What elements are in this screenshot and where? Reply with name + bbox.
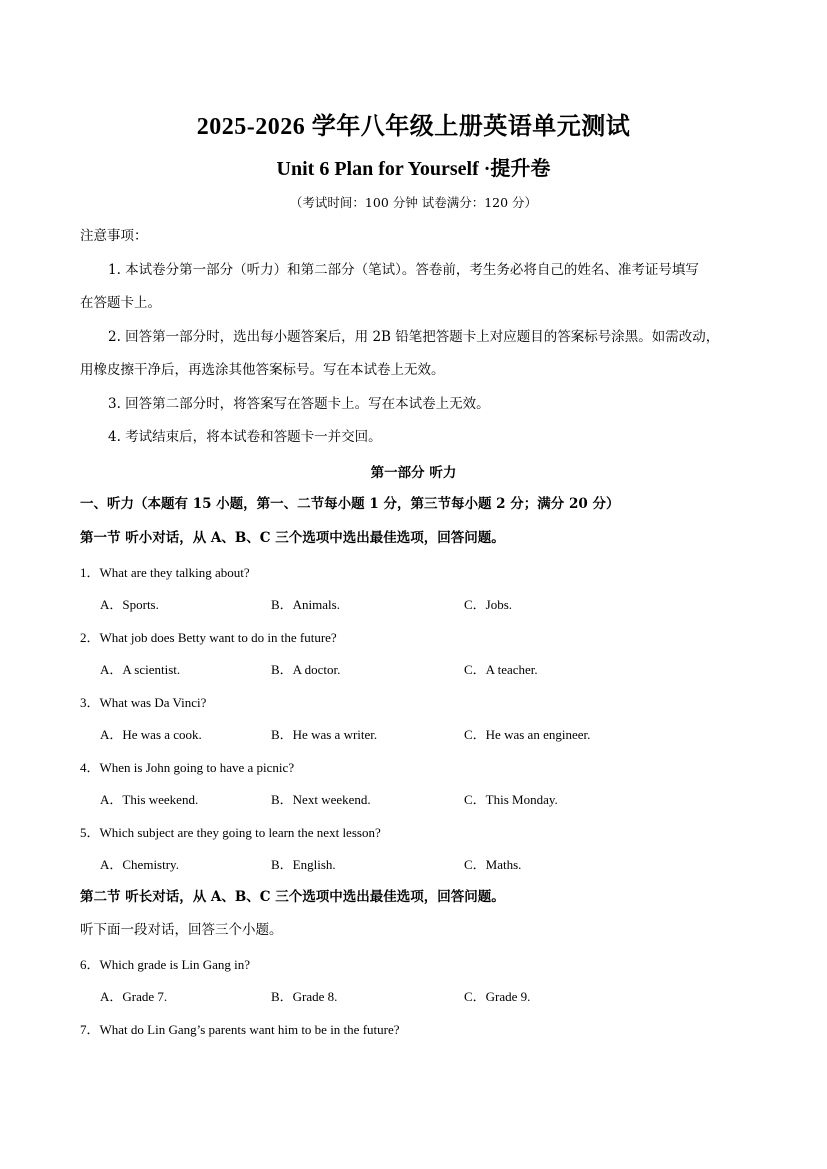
question-4: 4．When is John going to have a picnic?	[80, 760, 295, 775]
question-3-option-a: A．He was a cook.	[100, 727, 202, 742]
question-3: 3．What was Da Vinci?	[80, 695, 207, 710]
question-6-option-c: C．Grade 9.	[464, 989, 531, 1004]
question-2-option-a: A．A scientist.	[100, 662, 181, 677]
section2-title: 第二节 听长对话，从 A、B、C 三个选项中选出最佳选项，回答问题。	[80, 889, 505, 905]
notes-item-2: 2. 回答第一部分时，选出每小题答案后，用 2B 铅笔把答题卡上对应题目的答案标号涂黑。如需改动，	[108, 329, 720, 345]
exam-info: （考试时间：100 分钟 试卷满分：120 分）	[289, 195, 538, 210]
page-subtitle: Unit 6 Plan for Yourself ·提升卷	[276, 158, 551, 180]
question-7: 7．What do Lin Gang’s parents want him to be in the future?	[80, 1022, 400, 1037]
question-4-option-b: B．Next weekend.	[271, 792, 371, 807]
question-4-option-a: A．This weekend.	[100, 792, 199, 807]
notes-item-4: 4. 考试结束后，将本试卷和答题卡一并交回。	[108, 429, 382, 445]
question-2-option-c: C．A teacher.	[464, 662, 538, 677]
notes-item-1: 1. 本试卷分第一部分（听力）和第二部分（笔试）。答卷前，考生务必将自己的姓名、准考证号填写	[108, 262, 699, 278]
question-1-option-b: B．Animals.	[271, 597, 340, 612]
notes-item-3: 3. 回答第二部分时，将答案写在答题卡上。写在本试卷上无效。	[108, 396, 490, 412]
question-1-option-a: A．Sports.	[100, 597, 159, 612]
notes-heading: 注意事项：	[80, 228, 148, 244]
question-3-option-c: C．He was an engineer.	[464, 727, 591, 742]
question-3-option-b: B．He was a writer.	[271, 727, 378, 742]
notes-item-1-cont: 在答题卡上。	[80, 295, 161, 311]
question-5: 5．Which subject are they going to learn the next lesson?	[80, 825, 381, 840]
question-5-option-c: C．Maths.	[464, 857, 522, 872]
question-1: 1．What are they talking about?	[80, 565, 250, 580]
question-1-option-c: C．Jobs.	[464, 597, 513, 612]
question-5-option-b: B．English.	[271, 857, 336, 872]
section1-title: 第一节 听小对话，从 A、B、C 三个选项中选出最佳选项，回答问题。	[80, 530, 505, 546]
question-5-option-a: A．Chemistry.	[100, 857, 179, 872]
section2-instruction: 听下面一段对话，回答三个小题。	[80, 922, 283, 938]
question-2: 2．What job does Betty want to do in the future?	[80, 630, 337, 645]
question-6-option-a: A．Grade 7.	[100, 989, 168, 1004]
question-4-option-c: C．This Monday.	[464, 792, 558, 807]
question-6: 6．Which grade is Lin Gang in?	[80, 957, 251, 972]
notes-item-2-cont: 用橡皮擦干净后，再选涂其他答案标号。写在本试卷上无效。	[80, 362, 445, 378]
part1-heading: 第一部分 听力	[370, 465, 457, 481]
section-title: 一、听力（本题有 15 小题，第一、二节每小题 1 分，第三节每小题 2 分；满分 20 分）	[80, 496, 620, 512]
page-title: 2025-2026 学年八年级上册英语单元测试	[196, 114, 631, 140]
question-6-option-b: B．Grade 8.	[271, 989, 338, 1004]
question-2-option-b: B．A doctor.	[271, 662, 341, 677]
